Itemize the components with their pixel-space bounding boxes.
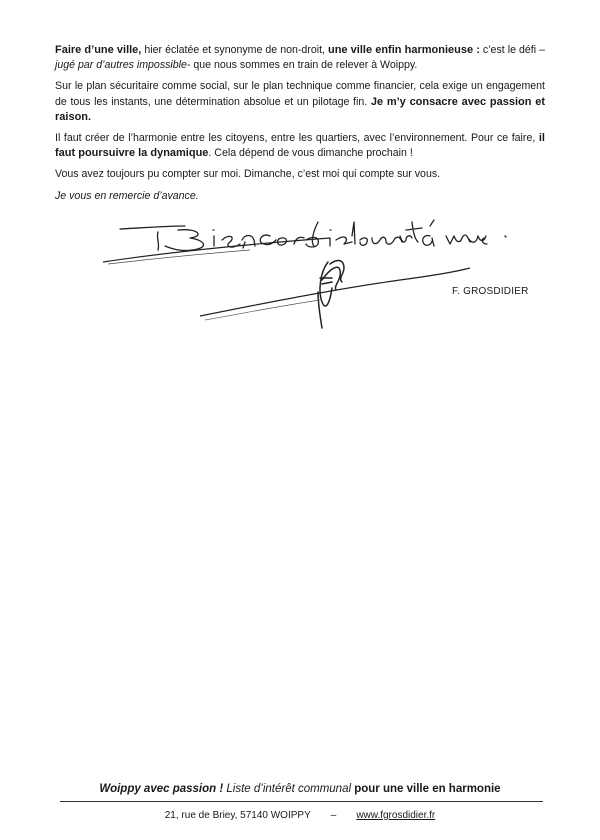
p1-text-3: que nous sommes en train de relever à Woippy. [190, 59, 418, 72]
p2-bold: Je m’y consacre avec passion et raison. [55, 95, 545, 123]
signature-flourish [200, 268, 470, 316]
p1-bold-1: Faire d’une ville, [55, 44, 142, 56]
p3-text-1: Il faut créer de l’harmonie entre les citoyens, entre les quartiers, avec l’environnement. Pour ce faire, [55, 132, 539, 145]
p1-text-2: c’est le défi [479, 44, 540, 56]
footer-website-link[interactable]: www.fgrosdidier.fr [356, 810, 436, 821]
paragraph-3 [55, 131, 545, 161]
p3-text-2: . Cela dépend de vous dimanche prochain ! [208, 147, 413, 160]
paragraph-2 [55, 79, 545, 125]
footer-divider [60, 801, 543, 802]
p1-text-1: hier éclatée et synonyme de non-droit, [141, 44, 328, 56]
paragraph-1 [55, 43, 545, 73]
footer-tagline: pour une ville en harmonie [354, 783, 501, 795]
p2-text: Sur le plan sécuritaire comme social, sur le plan technique comme financier, cela exige un engagement de tous les instants, une détermination absolue et un pilotage fin. [55, 80, 545, 108]
signature-strokes [318, 261, 344, 328]
letter-body [55, 43, 545, 210]
p1-bold-2: une ville enfin harmonieuse : [327, 44, 480, 56]
footer-separator: – [330, 810, 337, 821]
closing-underline [103, 238, 330, 262]
footer-slogan: Woippy avec passion ! [99, 783, 224, 795]
p3-bold: il faut poursuivre la dynamique [55, 132, 545, 160]
signature-flourish-2 [205, 300, 320, 320]
signer-name: F. GROSDIDIER [452, 286, 529, 297]
closing-underline-2 [108, 250, 250, 264]
footer-address: 21, rue de Briey, 57140 WOIPPY [164, 810, 311, 821]
paragraph-5: Je vous en remercie d’avance. [55, 189, 199, 202]
footer-contact-line [0, 810, 600, 821]
closing-script [120, 220, 506, 251]
p1-italic: –jugé par d’autres impossible- [55, 44, 545, 72]
footer-slogan-line [0, 783, 600, 795]
footer-list-text: Liste d’intérêt communal [223, 783, 355, 795]
paragraph-4: Vous avez toujours pu compter sur moi. Dimanche, c’est moi qui compte sur vous. [55, 168, 441, 181]
